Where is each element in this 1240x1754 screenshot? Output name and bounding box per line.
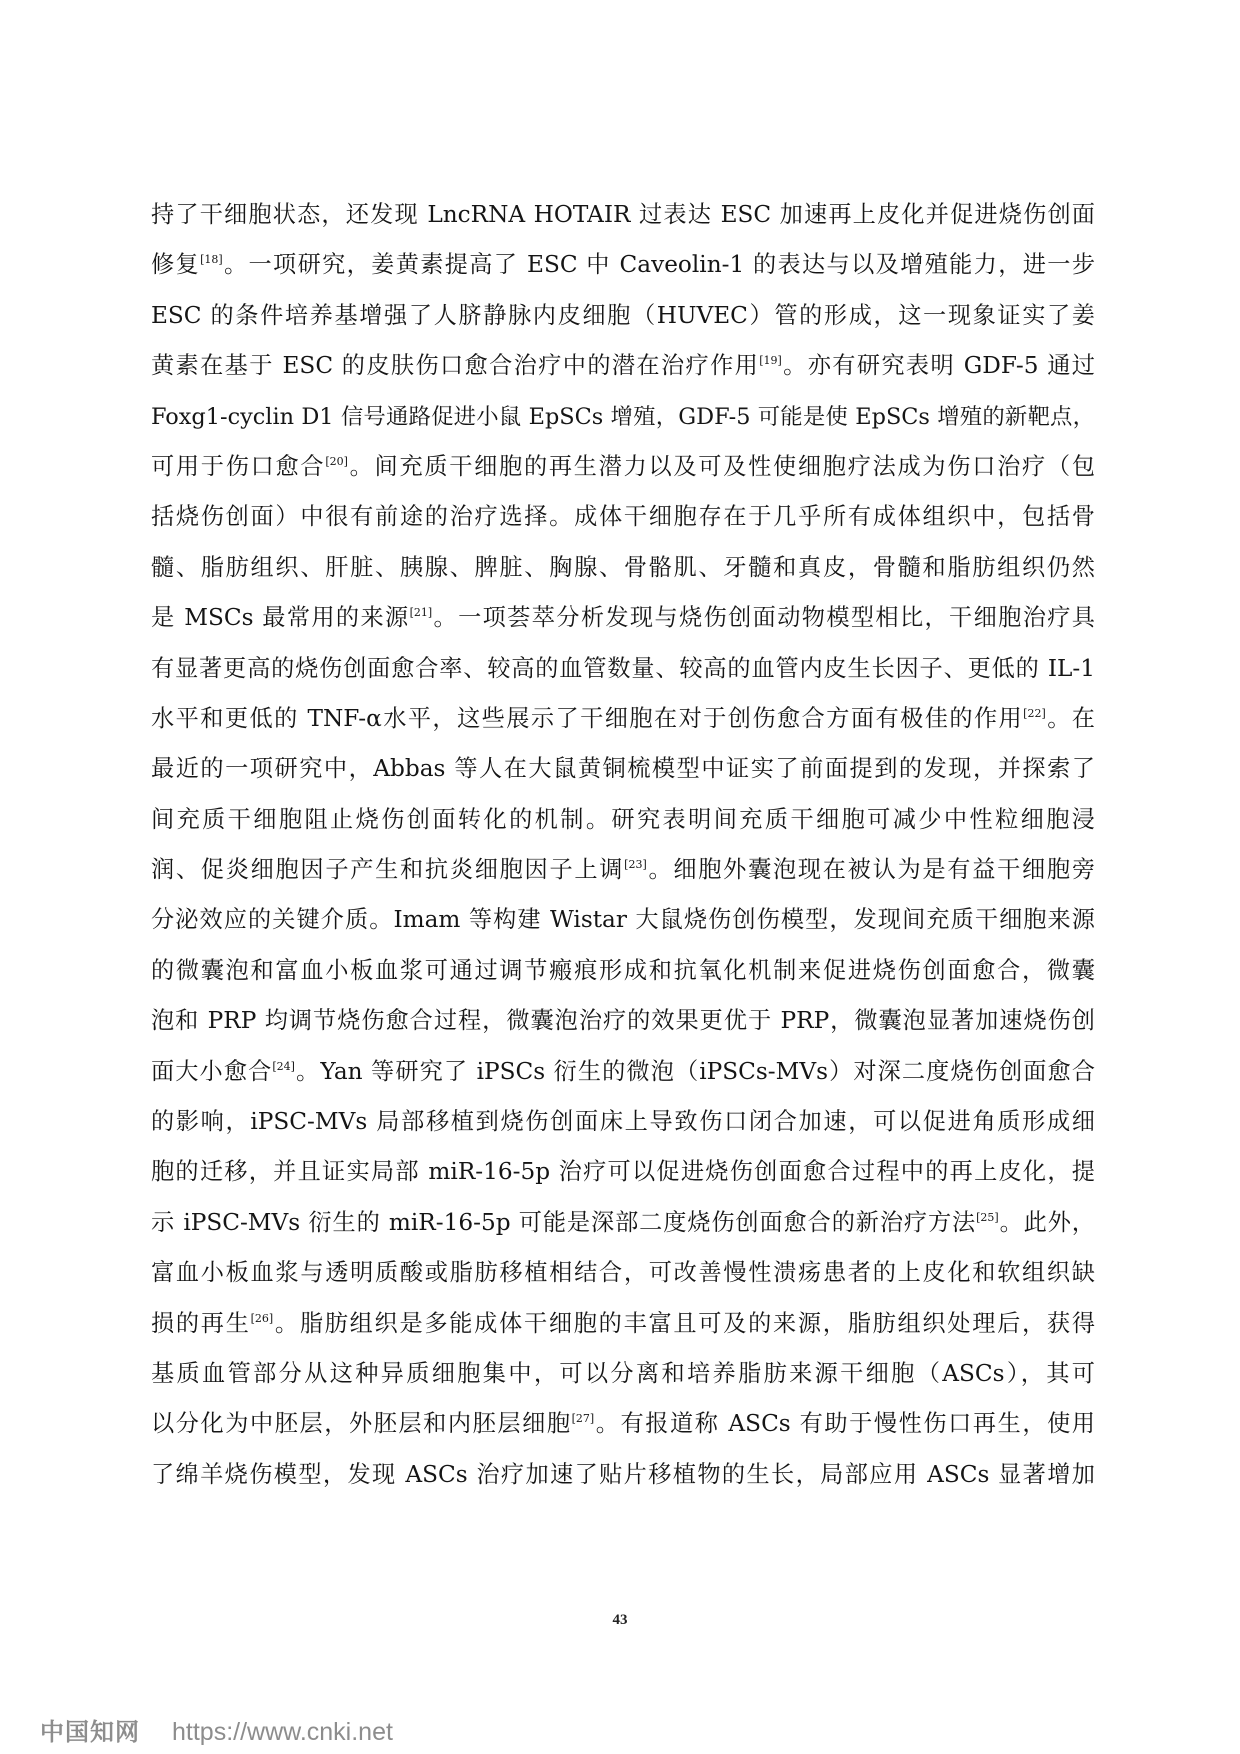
text-line: 了绵羊烧伤模型，发现 ASCs 治疗加速了贴片移植物的生长，局部应用 ASCs 显著增加 xyxy=(151,1460,1095,1488)
cnki-logo: 中国知网 xyxy=(40,1718,140,1746)
text-line: 示 iPSC-MVs 衍生的 miR-16-5p 可能是深部二度烧伤创面愈合的新治疗方法[25]。此外， xyxy=(151,1208,1095,1236)
text-line: 是 MSCs 最常用的来源[21]。一项荟萃分析发现与烧伤创面动物模型相比，干细胞治疗具 xyxy=(151,604,1095,632)
body-text xyxy=(151,190,1095,1500)
text-line: 富血小板血浆与透明质酸或脂肪移植相结合，可改善慢性溃疡患者的上皮化和软组织缺 xyxy=(151,1259,1095,1287)
text-line: 括烧伤创面）中很有前途的治疗选择。成体干细胞存在于几乎所有成体组织中，包括骨 xyxy=(151,503,1095,531)
text-line: 以分化为中胚层，外胚层和内胚层细胞[27]。有报道称 ASCs 有助于慢性伤口再生，使用 xyxy=(151,1410,1095,1438)
citation-marker: [25] xyxy=(976,1210,999,1224)
text-line: 的微囊泡和富血小板血浆可通过调节瘢痕形成和抗氧化机制来促进烧伤创面愈合，微囊 xyxy=(151,956,1095,984)
text-line: 基质血管部分从这种异质细胞集中，可以分离和培养脂肪来源干细胞（ASCs），其可 xyxy=(151,1359,1095,1387)
text-line: 有显著更高的烧伤创面愈合率、较高的血管数量、较高的血管内皮生长因子、更低的 IL-1 xyxy=(151,654,1095,682)
text-line: Foxg1-cyclin D1 信号通路促进小鼠 EpSCs 增殖，GDF-5 可能是使 EpSCs 增殖的新靶点， xyxy=(151,403,1095,430)
text-line: 最近的一项研究中，Abbas 等人在大鼠黄铜梳模型中证实了前面提到的发现，并探索了 xyxy=(151,755,1095,783)
text-line: 修复[18]。一项研究，姜黄素提高了 ESC 中 Caveolin-1 的表达与以及增殖能力，进一步 xyxy=(151,251,1095,279)
citation-marker: [26] xyxy=(250,1311,274,1325)
text-line: ESC 的条件培养基增强了人脐静脉内皮细胞（HUVEC）管的形成，这一现象证实了姜 xyxy=(151,301,1095,329)
text-line: 黄素在基于 ESC 的皮肤伤口愈合治疗中的潜在治疗作用[19]。亦有研究表明 GDF-5 通过 xyxy=(151,352,1095,380)
text-line: 分泌效应的关键介质。Imam 等构建 Wistar 大鼠烧伤创伤模型，发现间充质干细胞来源 xyxy=(151,906,1095,934)
text-line: 持了干细胞状态，还发现 LncRNA HOTAIR 过表达 ESC 加速再上皮化并促进烧伤创面 xyxy=(151,201,1095,228)
text-line: 水平和更低的 TNF-α水平，这些展示了干细胞在对于创伤愈合方面有极佳的作用[22]。在 xyxy=(151,704,1095,732)
text-line: 润、促炎细胞因子产生和抗炎细胞因子上调[23]。细胞外囊泡现在被认为是有益干细胞旁 xyxy=(151,856,1095,884)
text-line: 胞的迁移，并且证实局部 miR-16-5p 治疗可以促进烧伤创面愈合过程中的再上皮化，提 xyxy=(151,1158,1095,1186)
cnki-watermark xyxy=(40,1712,393,1746)
text-line: 的影响，iPSC-MVs 局部移植到烧伤创面床上导致伤口闭合加速，可以促进角质形成细 xyxy=(151,1108,1095,1136)
text-line: 泡和 PRP 均调节烧伤愈合过程，微囊泡治疗的效果更优于 PRP，微囊泡显著加速烧伤创 xyxy=(151,1007,1095,1035)
text-line: 面大小愈合[24]。Yan 等研究了 iPSCs 衍生的微泡（iPSCs-MVs）对深二度烧伤创面愈合 xyxy=(151,1057,1095,1085)
citation-marker: [19] xyxy=(759,354,782,368)
text-line: 可用于伤口愈合[20]。间充质干细胞的再生潜力以及可及性使细胞疗法成为伤口治疗（包 xyxy=(151,452,1095,480)
text-line: 损的再生[26]。脂肪组织是多能成体干细胞的丰富且可及的来源，脂肪组织处理后，获得 xyxy=(151,1309,1095,1337)
citation-marker: [21] xyxy=(409,606,433,620)
citation-marker: [20] xyxy=(325,454,348,468)
text-line: 间充质干细胞阻止烧伤创面转化的机制。研究表明间充质干细胞可减少中性粒细胞浸 xyxy=(151,805,1095,833)
page-number: 43 xyxy=(612,1612,628,1628)
citation-marker: [27] xyxy=(571,1412,595,1426)
text-line: 髓、脂肪组织、肝脏、胰腺、脾脏、胸腺、骨骼肌、牙髓和真皮，骨髓和脂肪组织仍然 xyxy=(151,553,1095,581)
citation-marker: [18] xyxy=(200,253,223,267)
citation-marker: [23] xyxy=(624,858,647,872)
citation-marker: [24] xyxy=(272,1059,295,1073)
citation-marker: [22] xyxy=(1023,706,1046,720)
watermark-url[interactable]: https://www.cnki.net xyxy=(172,1718,393,1746)
